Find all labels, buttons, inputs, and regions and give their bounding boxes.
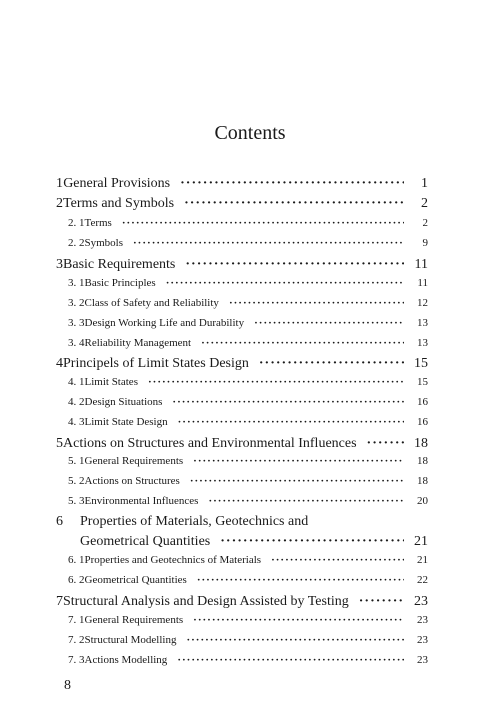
toc-entry-label: Basic Principles — [84, 277, 156, 289]
toc-entry-page: 12 — [417, 297, 428, 309]
dot-leader — [180, 176, 404, 192]
toc-entry-label: Structural Analysis and Design Assisted by Testing — [63, 594, 349, 609]
toc-entry-number: 6. 1 — [68, 554, 85, 566]
toc-entry-page: 23 — [414, 594, 428, 609]
toc-section-entry[interactable] — [68, 634, 428, 646]
toc-entry-number: 6. 2 — [68, 574, 85, 586]
toc-entry-number: 5. 2 — [68, 475, 85, 487]
toc-entry-number: 4. 2 — [68, 396, 85, 408]
toc-section-entry[interactable] — [68, 237, 428, 249]
toc-entry-page: 2 — [421, 196, 428, 211]
toc-entry-page: 11 — [414, 257, 428, 272]
page-number: 8 — [64, 678, 71, 693]
toc-entry-label: Reliability Management — [84, 337, 192, 349]
toc-chapter-entry[interactable] — [56, 514, 428, 530]
dot-leader — [229, 297, 404, 309]
toc-entry-page: 21 — [414, 534, 428, 549]
toc-entry-label: Terms — [84, 217, 112, 229]
toc-entry-number: 1 — [56, 176, 63, 191]
toc-entry-label: Environmental Influences — [84, 495, 199, 507]
toc-entry-number: 3. 4 — [68, 337, 85, 349]
toc-entry-label: Actions on Structures and Environmental Influences — [63, 436, 357, 451]
toc-entry-number: 6 — [56, 514, 63, 529]
toc-entry-page: 13 — [417, 317, 428, 329]
toc-entry-number: 5. 1 — [68, 455, 85, 467]
toc-entry-number: 7. 1 — [68, 614, 85, 626]
dot-leader — [166, 277, 404, 289]
toc-entry-number: 3 — [56, 257, 63, 272]
toc-section-entry[interactable] — [68, 475, 428, 487]
toc-entry-number: 3. 1 — [68, 277, 85, 289]
toc-section-entry[interactable] — [68, 376, 428, 388]
toc-chapter-entry[interactable] — [56, 436, 428, 452]
dot-leader — [186, 634, 404, 646]
toc-entry-number: 5. 3 — [68, 495, 85, 507]
toc-entry-label: Geometrical Quantities — [84, 574, 187, 586]
toc-section-entry[interactable] — [68, 277, 428, 289]
dot-leader — [367, 436, 404, 452]
toc-entry-page: 23 — [417, 634, 428, 646]
toc-entry-page: 18 — [414, 436, 428, 451]
toc-section-entry[interactable] — [68, 416, 428, 428]
dot-leader — [178, 416, 404, 428]
dot-leader — [185, 257, 404, 273]
toc-entry-number: 2. 2 — [68, 237, 85, 249]
toc-section-entry[interactable] — [68, 317, 428, 329]
dot-leader — [201, 337, 404, 349]
toc-entry-number: 4. 3 — [68, 416, 85, 428]
toc-section-entry[interactable] — [68, 654, 428, 666]
toc-chapter-entry[interactable] — [80, 534, 428, 550]
dot-leader — [197, 574, 404, 586]
toc-entry-page: 20 — [417, 495, 428, 507]
toc-entry-page: 16 — [417, 416, 428, 428]
dot-leader — [208, 495, 404, 507]
toc-section-entry[interactable] — [68, 337, 428, 349]
toc-entry-label: Properties of Materials, Geotechnics and — [80, 514, 309, 529]
dot-leader — [122, 217, 404, 229]
toc-entry-page: 1 — [421, 176, 428, 191]
toc-entry-page: 2 — [422, 217, 428, 229]
toc-entry-page: 13 — [417, 337, 428, 349]
toc-entry-label: Limit States — [84, 376, 138, 388]
dot-leader — [172, 396, 404, 408]
toc-entry-page: 11 — [417, 277, 428, 289]
toc-section-entry[interactable] — [68, 217, 428, 229]
toc-section-entry[interactable] — [68, 574, 428, 586]
toc-entry-label: Design Working Life and Durability — [84, 317, 245, 329]
toc-entry-page: 9 — [422, 237, 428, 249]
dot-leader — [177, 654, 404, 666]
toc-entry-page: 15 — [417, 376, 428, 388]
toc-section-entry[interactable] — [68, 495, 428, 507]
toc-entry-label: General Requirements — [84, 614, 184, 626]
dot-leader — [193, 614, 404, 626]
toc-entry-number: 3. 2 — [68, 297, 85, 309]
dot-leader — [133, 237, 404, 249]
toc-entry-number: 4 — [56, 356, 63, 371]
toc-section-entry[interactable] — [68, 614, 428, 626]
toc-section-entry[interactable] — [68, 554, 428, 566]
toc-entry-page: 18 — [417, 455, 428, 467]
toc-entry-number: 7 — [56, 594, 63, 609]
toc-entry-page: 15 — [414, 356, 428, 371]
toc-entry-label: Actions Modelling — [84, 654, 168, 666]
toc-entry-page: 16 — [417, 396, 428, 408]
toc-chapter-entry[interactable] — [56, 594, 428, 610]
toc-entry-label: Actions on Structures — [84, 475, 180, 487]
toc-entry-page: 18 — [417, 475, 428, 487]
toc-chapter-entry[interactable] — [56, 176, 428, 192]
dot-leader — [271, 554, 404, 566]
dot-leader — [190, 475, 404, 487]
toc-entry-label: General Requirements — [84, 455, 184, 467]
toc-entry-label: Structural Modelling — [84, 634, 177, 646]
toc-entry-page: 23 — [417, 614, 428, 626]
toc-entry-label: Symbols — [84, 237, 124, 249]
toc-chapter-entry[interactable] — [56, 356, 428, 372]
toc-entry-label: General Provisions — [63, 176, 171, 191]
toc-section-entry[interactable] — [68, 455, 428, 467]
toc-chapter-entry[interactable] — [56, 257, 428, 273]
toc-entry-label: Principels of Limit States Design — [63, 356, 249, 371]
toc-entry-number: 5 — [56, 436, 63, 451]
toc-entry-label: Terms and Symbols — [63, 196, 175, 211]
toc-entry-label: Class of Safety and Reliability — [84, 297, 219, 309]
toc-entry-number: 2. 1 — [68, 217, 85, 229]
toc-entry-number: 4. 1 — [68, 376, 85, 388]
toc-entry-label: Properties and Geotechnics of Materials — [84, 554, 262, 566]
toc-entry-page: 22 — [417, 574, 428, 586]
toc-entry-number: 7. 2 — [68, 634, 85, 646]
toc-entry-page: 21 — [417, 554, 428, 566]
toc-section-entry[interactable] — [68, 297, 428, 309]
toc-entry-label: Geometrical Quantities — [80, 534, 211, 549]
toc-entry-number: 7. 3 — [68, 654, 85, 666]
dot-leader — [220, 534, 404, 550]
dot-leader — [193, 455, 404, 467]
toc-entry-page: 23 — [417, 654, 428, 666]
dot-leader — [359, 594, 404, 610]
dot-leader — [254, 317, 404, 329]
dot-leader — [184, 196, 404, 212]
toc-entry-number: 3. 3 — [68, 317, 85, 329]
toc-entry-label: Design Situations — [84, 396, 163, 408]
toc-entry-number: 2 — [56, 196, 63, 211]
toc-entry-label: Basic Requirements — [63, 257, 176, 272]
toc-section-entry[interactable] — [68, 396, 428, 408]
dot-leader — [148, 376, 404, 388]
dot-leader — [259, 356, 404, 372]
toc-chapter-entry[interactable] — [56, 196, 428, 212]
toc-entry-label: Limit State Design — [84, 416, 168, 428]
page-title: Contents — [214, 122, 286, 144]
